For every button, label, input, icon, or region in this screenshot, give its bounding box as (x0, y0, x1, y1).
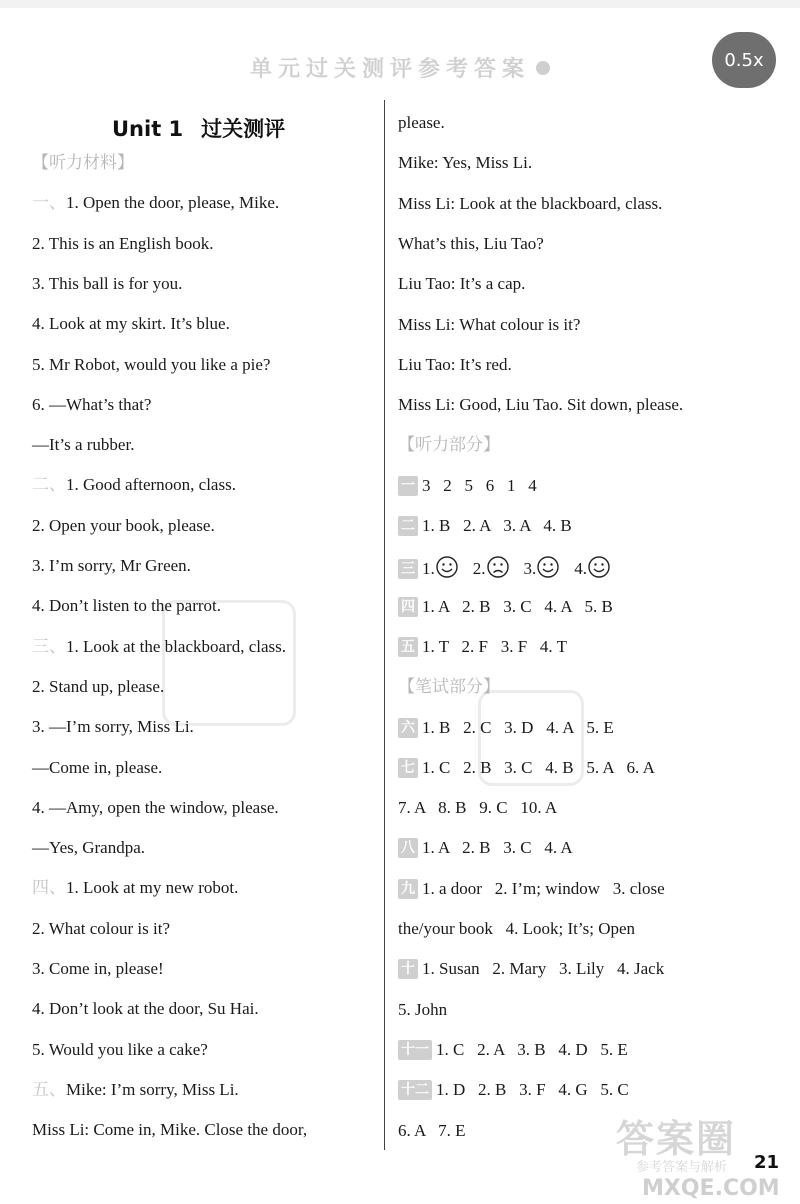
top-bar (0, 0, 800, 8)
answer-number: 3. (523, 559, 537, 579)
section-label: 【听力材料】 (32, 153, 134, 173)
answer-text: 1. A 2. B 3. C 4. A (422, 838, 573, 858)
question-number: 二、 (32, 475, 66, 496)
question-badge: 四 (398, 597, 418, 617)
answer-text: 1. B 2. C 3. D 4. A 5. E (422, 717, 614, 737)
question-text: 1. Look at my new robot. (66, 878, 239, 898)
question-number: 四、 (32, 878, 66, 899)
line-text: 2. Open your book, please. (32, 515, 215, 535)
line-text: What’s this, Liu Tao? (398, 233, 544, 253)
line-text: —Come in, please. (32, 757, 163, 777)
answer-line (398, 555, 625, 580)
question-line (32, 474, 236, 496)
answer-number: 1. (422, 559, 435, 579)
watermark-brand: 答案圈 (616, 1117, 737, 1161)
text-line (32, 797, 279, 819)
question-badge: 一 (398, 476, 418, 496)
answer-number: 4. (574, 559, 587, 579)
column-divider (384, 100, 385, 1150)
text-line (398, 314, 580, 336)
answer-text: 1. A 2. B 3. C 4. A 5. B (422, 596, 613, 616)
text-line (32, 354, 270, 376)
question-line (32, 877, 238, 899)
answer-text: 1. B 2. A 3. A 4. B (422, 516, 572, 535)
line-text: Liu Tao: It’s a cap. (398, 274, 526, 294)
section-heading (398, 434, 500, 456)
line-text: 4. —Amy, open the window, please. (32, 797, 279, 817)
answer-text: 1. Susan 2. Mary 3. Lily 4. Jack (422, 959, 665, 979)
text-line (32, 313, 230, 335)
text-line (398, 193, 662, 215)
question-text: 1. Open the door, please, Mike. (66, 193, 280, 213)
question-badge: 六 (398, 718, 418, 738)
unit-label: Unit 1 (112, 117, 184, 141)
text-line (32, 233, 214, 255)
question-badge: 十二 (398, 1080, 432, 1100)
text-line (398, 999, 447, 1021)
answer-text: 1. C 2. B 3. C 4. B 5. A 6. A (422, 757, 655, 777)
answer-line (398, 1039, 628, 1061)
text-line (32, 998, 259, 1020)
question-badge: 七 (398, 758, 418, 778)
answer-line (398, 878, 665, 900)
text-line (32, 918, 170, 940)
line-text: Liu Tao: It’s red. (398, 354, 512, 374)
question-line (32, 192, 279, 214)
page-header (0, 52, 800, 83)
question-badge: 五 (398, 637, 418, 657)
answer-line (398, 636, 567, 658)
question-number: 三、 (32, 636, 66, 657)
question-number: 五、 (32, 1079, 66, 1100)
page-number: 21 (754, 1152, 780, 1173)
line-text: please. (398, 113, 445, 132)
text-line (398, 233, 544, 255)
question-badge: 三 (398, 559, 418, 579)
answer-text: 1. D 2. B 3. F 4. G 5. C (436, 1080, 629, 1100)
text-line (398, 1120, 466, 1142)
line-text: Miss Li: Good, Liu Tao. Sit down, please. (398, 395, 684, 415)
question-badge: 八 (398, 838, 418, 858)
zoom-button[interactable]: 0.5x (712, 32, 776, 88)
question-text: Mike: I’m sorry, Miss Li. (66, 1079, 239, 1099)
line-text: —Yes, Grandpa. (32, 838, 146, 858)
smiley-face-icon (536, 555, 560, 579)
text-line (32, 716, 194, 738)
line-text: 6. —What’s that? (32, 394, 152, 414)
answer-line (398, 1079, 629, 1101)
answer-text: 1. T 2. F 3. F 4. T (422, 636, 568, 656)
watermark-site: MXQE.COM (642, 1176, 780, 1201)
header-title: 单元过关测评参考答案 (249, 57, 530, 82)
unit-name: 过关测评 (201, 117, 286, 141)
answer-line (398, 717, 614, 739)
line-text: 6. A 7. E (398, 1120, 466, 1140)
line-text: Miss Li: Look at the blackboard, class. (398, 193, 663, 213)
text-line (398, 273, 525, 295)
question-badge: 十 (398, 959, 418, 979)
text-line (32, 757, 162, 779)
question-badge: 九 (398, 879, 418, 899)
answer-line (398, 515, 572, 537)
text-line (32, 595, 221, 617)
sad-face-icon (486, 555, 510, 579)
text-line (32, 515, 215, 537)
question-text: 1. Good afternoon, class. (66, 475, 236, 495)
text-line (398, 152, 532, 174)
line-text: 2. Stand up, please. (32, 676, 165, 696)
question-number: 一、 (32, 193, 66, 214)
section-heading (32, 152, 134, 174)
section-label: 【听力部分】 (398, 435, 500, 456)
text-line (32, 434, 134, 456)
answer-text: 1. C 2. A 3. B 4. D 5. E (436, 1039, 628, 1059)
text-line (398, 394, 683, 416)
text-line (32, 555, 191, 577)
answer-line (398, 757, 655, 779)
text-line (398, 112, 445, 134)
text-line (32, 676, 164, 698)
section-label: 【笔试部分】 (398, 677, 500, 698)
line-text: 7. A 8. B 9. C 10. A (398, 798, 558, 818)
watermark-subtitle: 参考答案与解析 (636, 1160, 728, 1175)
question-badge: 十一 (398, 1040, 432, 1060)
line-text: —It’s a rubber. (32, 435, 135, 455)
line-text: 3. —I’m sorry, Miss Li. (32, 717, 194, 737)
line-text: 5. Would you like a cake? (32, 1039, 208, 1059)
question-text: 1. Look at the blackboard, class. (66, 636, 286, 656)
text-line (32, 1119, 307, 1141)
answer-number: 2. (472, 559, 486, 579)
question-badge: 二 (398, 516, 418, 536)
download-icon (536, 61, 550, 75)
text-line (398, 918, 635, 940)
line-text: 3. Come in, please! (32, 959, 164, 978)
text-line (32, 394, 151, 416)
answer-line (398, 837, 573, 859)
text-line (32, 958, 164, 980)
line-text: 2. What colour is it? (32, 918, 171, 938)
answer-line (398, 958, 664, 980)
line-text: 4. Look at my skirt. It’s blue. (32, 314, 230, 334)
text-line (32, 837, 145, 859)
line-text: 2. This is an English book. (32, 233, 214, 253)
text-line (398, 354, 512, 376)
question-line (32, 636, 286, 658)
line-text: 5. John (398, 999, 448, 1019)
answer-text: 1. a door 2. I’m; window 3. close (422, 878, 665, 898)
answer-text: 3 2 5 6 1 4 (422, 475, 537, 495)
line-text: 3. This ball is for you. (32, 273, 183, 293)
smiley-face-icon (435, 555, 459, 579)
unit-title (112, 113, 285, 143)
line-text: the/your book 4. Look; It’s; Open (398, 919, 636, 938)
line-text: Miss Li: What colour is it? (398, 314, 581, 334)
text-line (32, 273, 182, 295)
line-text: 4. Don’t look at the door, Su Hai. (32, 999, 259, 1019)
watermark-stamp (162, 600, 296, 726)
answer-line (398, 475, 537, 497)
line-text: Miss Li: Come in, Mike. Close the door, (32, 1120, 308, 1140)
answer-line (398, 596, 613, 618)
line-text: Mike: Yes, Miss Li. (398, 153, 533, 173)
line-text: 5. Mr Robot, would you like a pie? (32, 354, 271, 374)
smiley-face-icon (587, 555, 611, 579)
question-line (32, 1079, 239, 1101)
section-heading (398, 676, 500, 698)
line-text: 3. I’m sorry, Mr Green. (32, 556, 191, 575)
text-line (32, 1039, 208, 1061)
text-line (398, 797, 557, 819)
line-text: 4. Don’t listen to the parrot. (32, 596, 222, 616)
